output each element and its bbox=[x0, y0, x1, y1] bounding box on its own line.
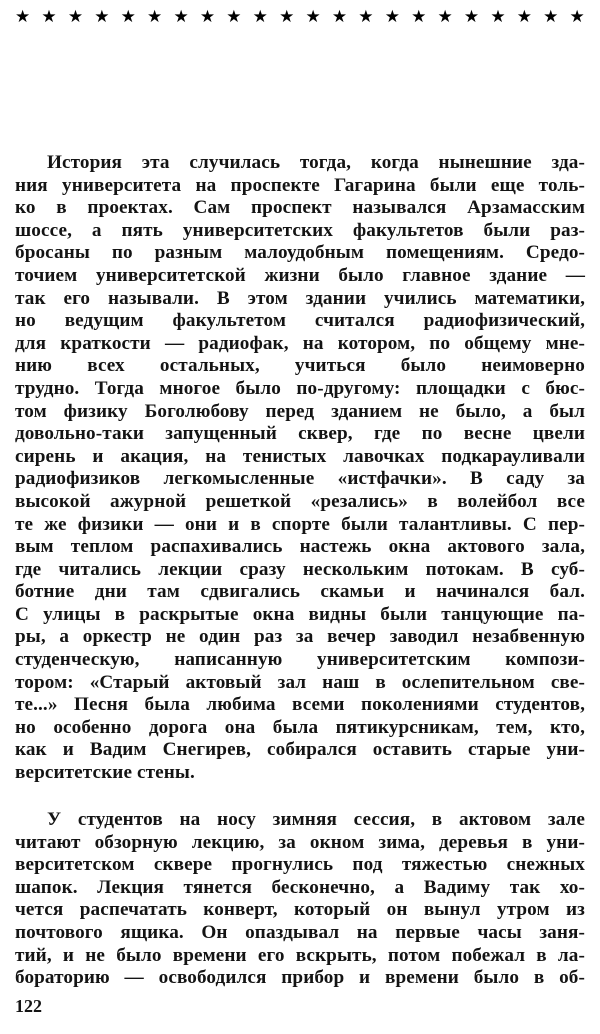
text-line: как и Вадим Снегирев, собирался оставить старые уни- bbox=[15, 739, 585, 761]
text-line: тором: «Старый актовый зал наш в ослепительном све- bbox=[15, 671, 585, 693]
star-icon: ★ bbox=[67, 7, 84, 27]
star-icon: ★ bbox=[226, 7, 242, 27]
text-line: том физику Боголюбову перед зданием не было, а был bbox=[15, 400, 585, 422]
text-line: ко в проектах. Сам проспект назывался Арзамасским bbox=[15, 197, 585, 219]
star-icon: ★ bbox=[305, 7, 321, 27]
star-icon: ★ bbox=[490, 7, 506, 27]
star-icon: ★ bbox=[279, 7, 295, 27]
text-line: точием университетской жизни было главное здание — bbox=[15, 264, 585, 286]
star-icon: ★ bbox=[543, 7, 559, 27]
text-line: шоссе, а пять университетских факультетов были раз- bbox=[15, 219, 585, 241]
star-icon: ★ bbox=[94, 7, 110, 27]
text-line: бораторию — освободился прибор и времени было в об- bbox=[15, 967, 585, 989]
star-icon: ★ bbox=[15, 7, 31, 27]
star-icon: ★ bbox=[437, 7, 453, 27]
page-number: 122 bbox=[15, 996, 42, 1016]
text-line: где читались лекции сразу нескольким потокам. В суб- bbox=[15, 558, 585, 580]
paragraph-1 bbox=[15, 152, 585, 785]
text-line: но особенно дорога она была пятикурсникам, тем, кто, bbox=[15, 716, 585, 738]
star-icon: ★ bbox=[199, 7, 216, 27]
star-ornament-divider bbox=[15, 7, 585, 27]
text-line: так его называли. В этом здании учились математики, bbox=[15, 287, 585, 309]
text-line: вым теплом распахивались настежь окна актового зала, bbox=[15, 536, 585, 558]
text-line: трудно. Тогда многое было по-другому: площадки с бюс- bbox=[15, 377, 585, 399]
text-line: те же физики — они и в спорте были талантливы. С пер- bbox=[15, 513, 585, 535]
star-icon: ★ bbox=[120, 7, 136, 27]
text-line: тий, и не было времени его вскрыть, потом побежал в ла- bbox=[15, 944, 585, 966]
star-icon: ★ bbox=[173, 7, 189, 27]
text-line: студенческую, написанную университетским компози- bbox=[15, 649, 585, 671]
text-line: сирень и акация, на тенистых лавочках подкарауливали bbox=[15, 445, 585, 467]
text-line: ры, а оркестр не один раз за вечер заводил незабвенную bbox=[15, 626, 585, 648]
star-icon: ★ bbox=[569, 7, 585, 27]
text-line: высокой ажурной решеткой «резались» в волейбол все bbox=[15, 490, 585, 512]
text-line: С улицы в раскрытые окна видны были танцующие па- bbox=[15, 603, 585, 625]
text-line: У студентов на носу зимняя сессия, в актовом зале bbox=[47, 809, 585, 830]
star-icon: ★ bbox=[41, 7, 57, 27]
star-icon: ★ bbox=[358, 7, 374, 27]
text-line: но ведущим факультетом считался радиофизический, bbox=[15, 310, 585, 332]
star-icon: ★ bbox=[331, 7, 348, 27]
text-line: верситетские стены. bbox=[15, 762, 195, 784]
text-line: ния университета на проспекте Гагарина были еще толь- bbox=[15, 174, 585, 196]
text-line: читают обзорную лекцию, за окном зима, деревья в уни- bbox=[15, 831, 585, 853]
star-icon: ★ bbox=[147, 7, 163, 27]
text-line: шапок. Лекция тянется бесконечно, а Вадиму так хо- bbox=[15, 876, 585, 898]
text-line: ботние дни там сдвигались скамьи и начинался бал. bbox=[15, 581, 585, 603]
text-line: верситетском сквере прогнулись под тяжестью снежных bbox=[15, 854, 585, 876]
star-icon: ★ bbox=[516, 7, 532, 27]
text-line: те...» Песня была любима всеми поколениями студентов, bbox=[15, 694, 585, 716]
text-line: для краткости — радиофак, на котором, по общему мне- bbox=[15, 332, 585, 354]
text-line: чется распечатать конверт, который он вынул утром из bbox=[15, 899, 585, 921]
text-line: нию всех остальных, учиться было неимоверно bbox=[15, 355, 585, 377]
star-icon: ★ bbox=[384, 7, 400, 27]
star-icon: ★ bbox=[463, 7, 480, 27]
text-line: радиофизиков легкомысленные «истфачки». В саду за bbox=[15, 468, 585, 490]
star-icon: ★ bbox=[252, 7, 268, 27]
text-line: История эта случилась тогда, когда нынешние зда- bbox=[47, 152, 585, 173]
paragraph-2 bbox=[15, 809, 585, 990]
text-line: бросаны по разным малоудобным помещениям. Средо- bbox=[15, 242, 585, 264]
star-icon: ★ bbox=[411, 7, 427, 27]
text-line: почтового ящика. Он опаздывал на первые часы заня- bbox=[15, 921, 585, 943]
text-line: довольно-таки запущенный сквер, где по весне цвели bbox=[15, 423, 585, 445]
